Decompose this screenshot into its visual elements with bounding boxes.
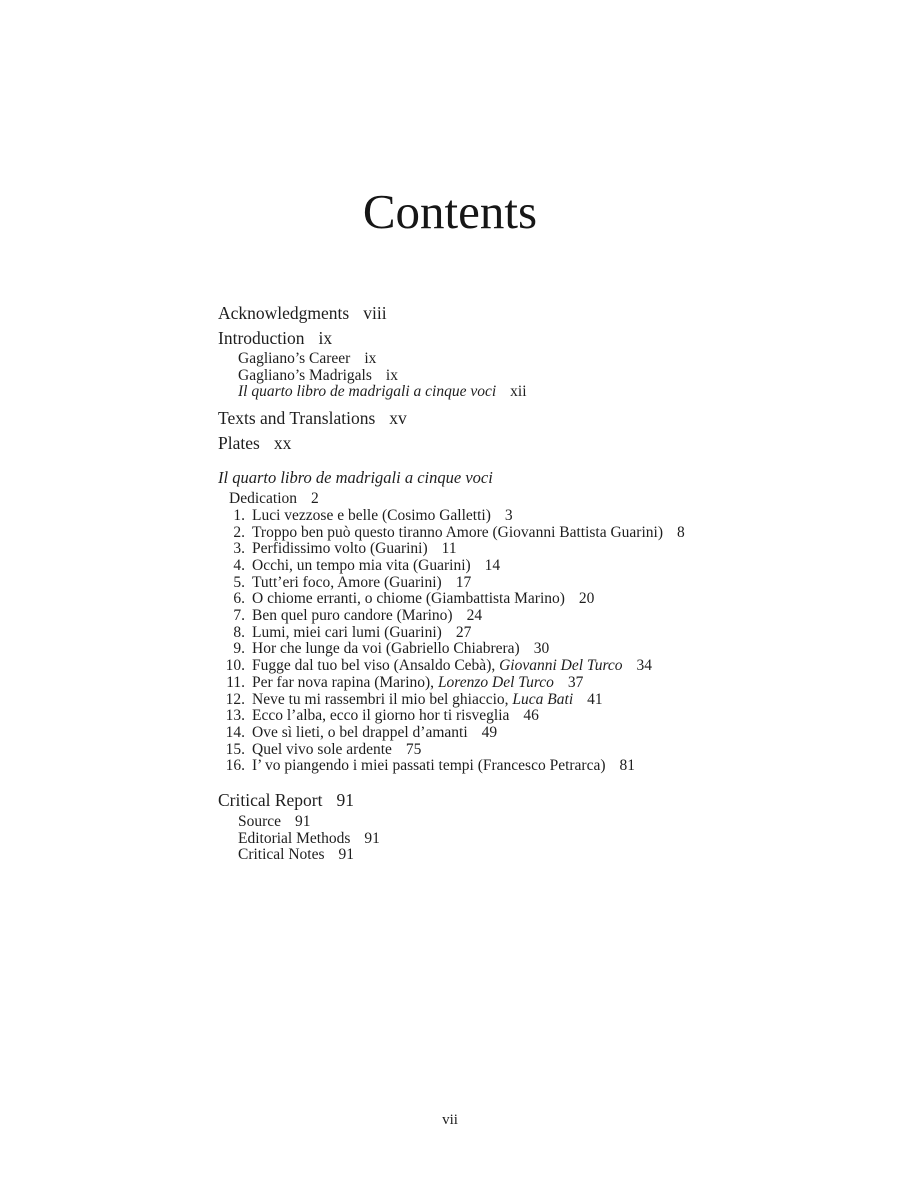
toc-entry-acknowledgments — [218, 303, 852, 323]
item-number: 6. — [233, 590, 245, 608]
toc-madrigal-item-14 — [212, 725, 852, 742]
toc-madrigal-item-2 — [212, 525, 852, 542]
madrigal-collection-heading: Il quarto libro de madrigali a cinque voci — [218, 468, 493, 488]
item-title: Troppo ben può questo tiranno Amore (Giovanni Battista Guarini) — [252, 523, 663, 541]
toc-entry-page: 17 — [455, 573, 472, 591]
toc-entry-page: 49 — [481, 723, 498, 741]
toc-entry-page: 20 — [578, 590, 595, 608]
toc-entry-label: Gagliano’s Career — [238, 350, 351, 367]
toc-subentry-source — [238, 814, 852, 831]
item-number: 15. — [225, 740, 245, 758]
item-number: 2. — [233, 523, 245, 541]
item-number: 13. — [225, 707, 245, 725]
item-number: 11. — [226, 673, 245, 691]
toc-entry-label: Gagliano’s Madrigals — [238, 366, 372, 384]
item-number: 10. — [225, 657, 245, 675]
toc-subentry-quarto-libro — [238, 384, 852, 401]
toc-entry-page: 11 — [441, 540, 457, 558]
item-title: O chiome erranti, o chiome (Giambattista Marino) — [252, 590, 565, 608]
toc-entry-label: Source — [238, 813, 282, 831]
toc-madrigal-item-13 — [212, 708, 852, 725]
item-title: Neve tu mi rassembri il mio bel ghiaccio, — [252, 690, 513, 708]
item-title: Tutt’eri foco, Amore (Guarini) — [252, 573, 442, 591]
item-number: 8. — [233, 623, 245, 641]
toc-madrigal-item-5 — [212, 575, 852, 592]
toc-entry-page: 81 — [619, 757, 636, 775]
toc-entry-page: 3 — [504, 506, 513, 524]
item-title: Luci vezzose e belle (Cosimo Galletti) — [252, 506, 491, 524]
toc-entry-page: ix — [318, 328, 333, 348]
toc-entry-page: xii — [510, 383, 527, 401]
toc-entry-page: 91 — [338, 846, 355, 864]
toc-entry-page: 46 — [523, 707, 539, 725]
toc-entry-page: 24 — [466, 607, 483, 625]
contents-title: Contents — [362, 184, 538, 239]
toc-entry-page: xx — [273, 433, 292, 454]
toc-madrigal-item-9 — [212, 641, 852, 658]
item-number: 3. — [233, 540, 245, 558]
item-number: 1. — [233, 506, 245, 524]
toc-entry-plates — [218, 433, 852, 453]
toc-subentry-editorial-methods — [238, 831, 852, 848]
toc-entry-page: 34 — [636, 657, 653, 675]
toc-subentry-critical-notes — [238, 847, 852, 864]
toc-madrigal-item-6 — [212, 591, 852, 608]
toc-madrigal-item-10 — [212, 658, 852, 675]
toc-entry-page: 30 — [533, 640, 550, 658]
toc-entry-page: 91 — [364, 829, 380, 847]
toc-entry-page: 8 — [677, 523, 685, 541]
toc-madrigal-item-3 — [212, 541, 852, 558]
toc-entry-label: Texts and Translations — [218, 408, 376, 429]
item-title: Lumi, miei cari lumi (Guarini) — [252, 623, 442, 641]
toc-madrigal-item-11 — [212, 675, 852, 692]
toc-entry-label: Dedication — [229, 490, 298, 508]
toc-madrigal-item-15 — [212, 742, 852, 759]
folio-page-number: vii — [442, 1112, 458, 1128]
toc-entry-page: 41 — [587, 690, 603, 708]
toc-entry-page: viii — [363, 303, 387, 323]
toc-entry-label: Il quarto libro de madrigali a cinque voci — [238, 383, 497, 401]
item-composer: Luca Bati — [512, 690, 574, 708]
item-number: 9. — [233, 640, 245, 658]
toc-entry-label: Critical Report — [218, 790, 323, 811]
toc-madrigal-item-7 — [212, 608, 852, 625]
toc-madrigal-item-8 — [212, 625, 852, 642]
item-title: Fugge dal tuo bel viso (Ansaldo Cebà), — [252, 657, 500, 675]
toc-entry-page: ix — [364, 350, 377, 367]
toc-subentry-gagliano-madrigals — [238, 368, 852, 385]
toc-entry-page: 75 — [405, 740, 422, 758]
toc-entry-dedication — [229, 491, 852, 508]
toc-entry-page: ix — [385, 366, 398, 384]
toc-entry-page: 91 — [295, 813, 311, 831]
item-number: 16. — [225, 757, 245, 775]
toc-entry-page: 37 — [567, 673, 584, 691]
toc-entry-texts-and-translations — [218, 408, 852, 428]
toc-entry-page: 91 — [336, 790, 354, 811]
toc-entry-label: Editorial Methods — [238, 829, 351, 847]
toc-madrigal-item-16 — [212, 758, 852, 775]
item-number: 12. — [225, 690, 245, 708]
item-title: Ove sì lieti, o bel drappel d’amanti — [252, 723, 468, 741]
toc-entry-label: Introduction — [218, 328, 305, 348]
toc-madrigal-item-4 — [212, 558, 852, 575]
item-number: 7. — [233, 607, 245, 625]
item-title: Hor che lunge da voi (Gabriello Chiabrera) — [252, 640, 520, 658]
toc-entry-page: 2 — [311, 490, 319, 508]
toc-entry-label: Plates — [218, 433, 260, 454]
item-number: 5. — [233, 573, 245, 591]
item-number: 4. — [233, 556, 245, 574]
toc-subentry-gagliano-career — [238, 351, 852, 368]
item-composer: Lorenzo Del Turco — [437, 673, 554, 691]
toc-madrigal-item-12 — [212, 692, 852, 709]
item-title: Ecco l’alba, ecco il giorno hor ti risveglia — [252, 707, 510, 725]
item-title: Ben quel puro candore (Marino) — [252, 607, 453, 625]
item-title: Perfidissimo volto (Guarini) — [252, 540, 428, 558]
table-of-contents — [212, 303, 852, 864]
toc-entry-critical-report — [218, 790, 852, 810]
item-number: 14. — [225, 723, 245, 741]
toc-entry-introduction — [218, 328, 852, 348]
toc-madrigal-item-1 — [212, 508, 852, 525]
toc-entry-page: xv — [389, 408, 407, 429]
toc-entry-label: Critical Notes — [238, 846, 325, 864]
toc-entry-label: Acknowledgments — [218, 303, 350, 323]
item-title: Per far nova rapina (Marino), — [252, 673, 438, 691]
item-composer: Giovanni Del Turco — [499, 657, 623, 675]
item-title: Quel vivo sole ardente — [252, 740, 392, 758]
toc-entry-page: 27 — [455, 623, 472, 641]
item-title: I’ vo piangendo i miei passati tempi (Francesco Petrarca) — [252, 757, 606, 775]
toc-entry-page: 14 — [484, 556, 501, 574]
item-title: Occhi, un tempo mia vita (Guarini) — [252, 556, 471, 574]
